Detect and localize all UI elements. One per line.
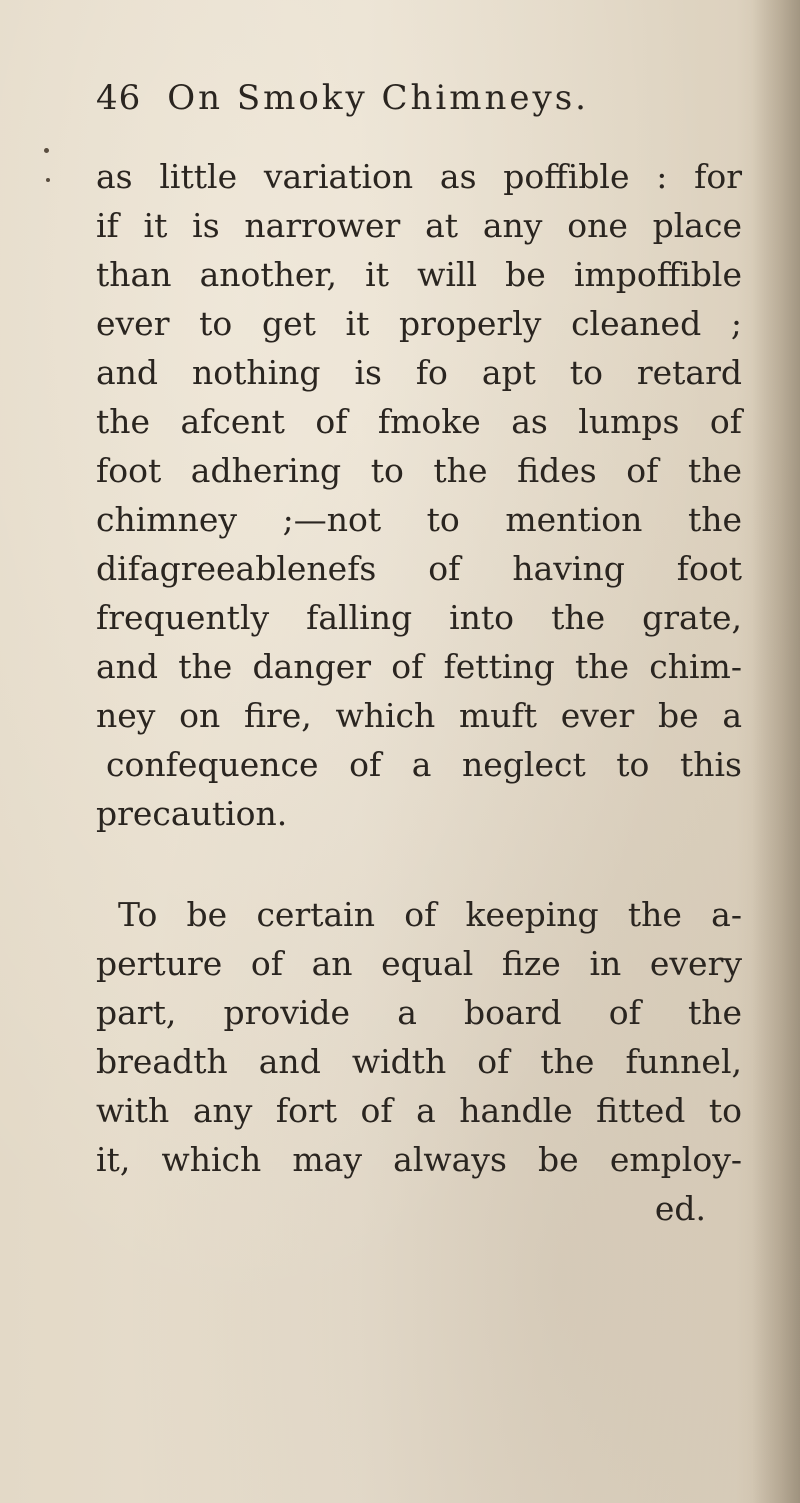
text-line: ney on fire, which muft ever be a: [96, 696, 742, 735]
page-gutter-shadow: [752, 0, 800, 1503]
text-line: frequently falling into the grate,: [96, 598, 742, 637]
text-line: if it is narrower at any one place: [96, 206, 742, 245]
text-line: ed.: [654, 1189, 706, 1228]
text-line: with any fort of a handle fitted to: [96, 1091, 742, 1130]
text-line: perture of an equal fize in every: [96, 944, 742, 983]
text-line: difagreeablenefs of having foot: [96, 549, 742, 588]
text-line: precaution.: [96, 794, 288, 833]
text-line: and nothing is fo apt to retard: [96, 353, 742, 392]
running-title: On Smoky Chimneys.: [167, 78, 589, 118]
text-line: and the danger of fetting the chim-: [96, 647, 742, 686]
text-line: chimney ;—not to mention the: [96, 500, 742, 539]
text-line: foot adhering to the fides of the: [96, 451, 742, 490]
text-line: confequence of a neglect to this: [106, 745, 742, 784]
paragraph-1: [96, 152, 742, 838]
paragraph-2: [96, 890, 742, 1233]
running-header: [96, 78, 589, 118]
text-line: ever to get it properly cleaned ;: [96, 304, 742, 343]
page-number: 46: [96, 78, 142, 118]
text-line: the afcent of fmoke as lumps of: [96, 402, 742, 441]
text-line: To be certain of keeping the a-: [118, 895, 742, 934]
text-line: as little variation as poffible : for: [96, 157, 742, 196]
text-line: than another, it will be impoffible: [96, 255, 742, 294]
text-line: it, which may always be employ-: [96, 1140, 742, 1179]
margin-speck: [46, 178, 50, 182]
margin-speck: [44, 148, 49, 153]
text-line: part, provide a board of the: [96, 993, 742, 1032]
text-line: breadth and width of the funnel,: [96, 1042, 742, 1081]
